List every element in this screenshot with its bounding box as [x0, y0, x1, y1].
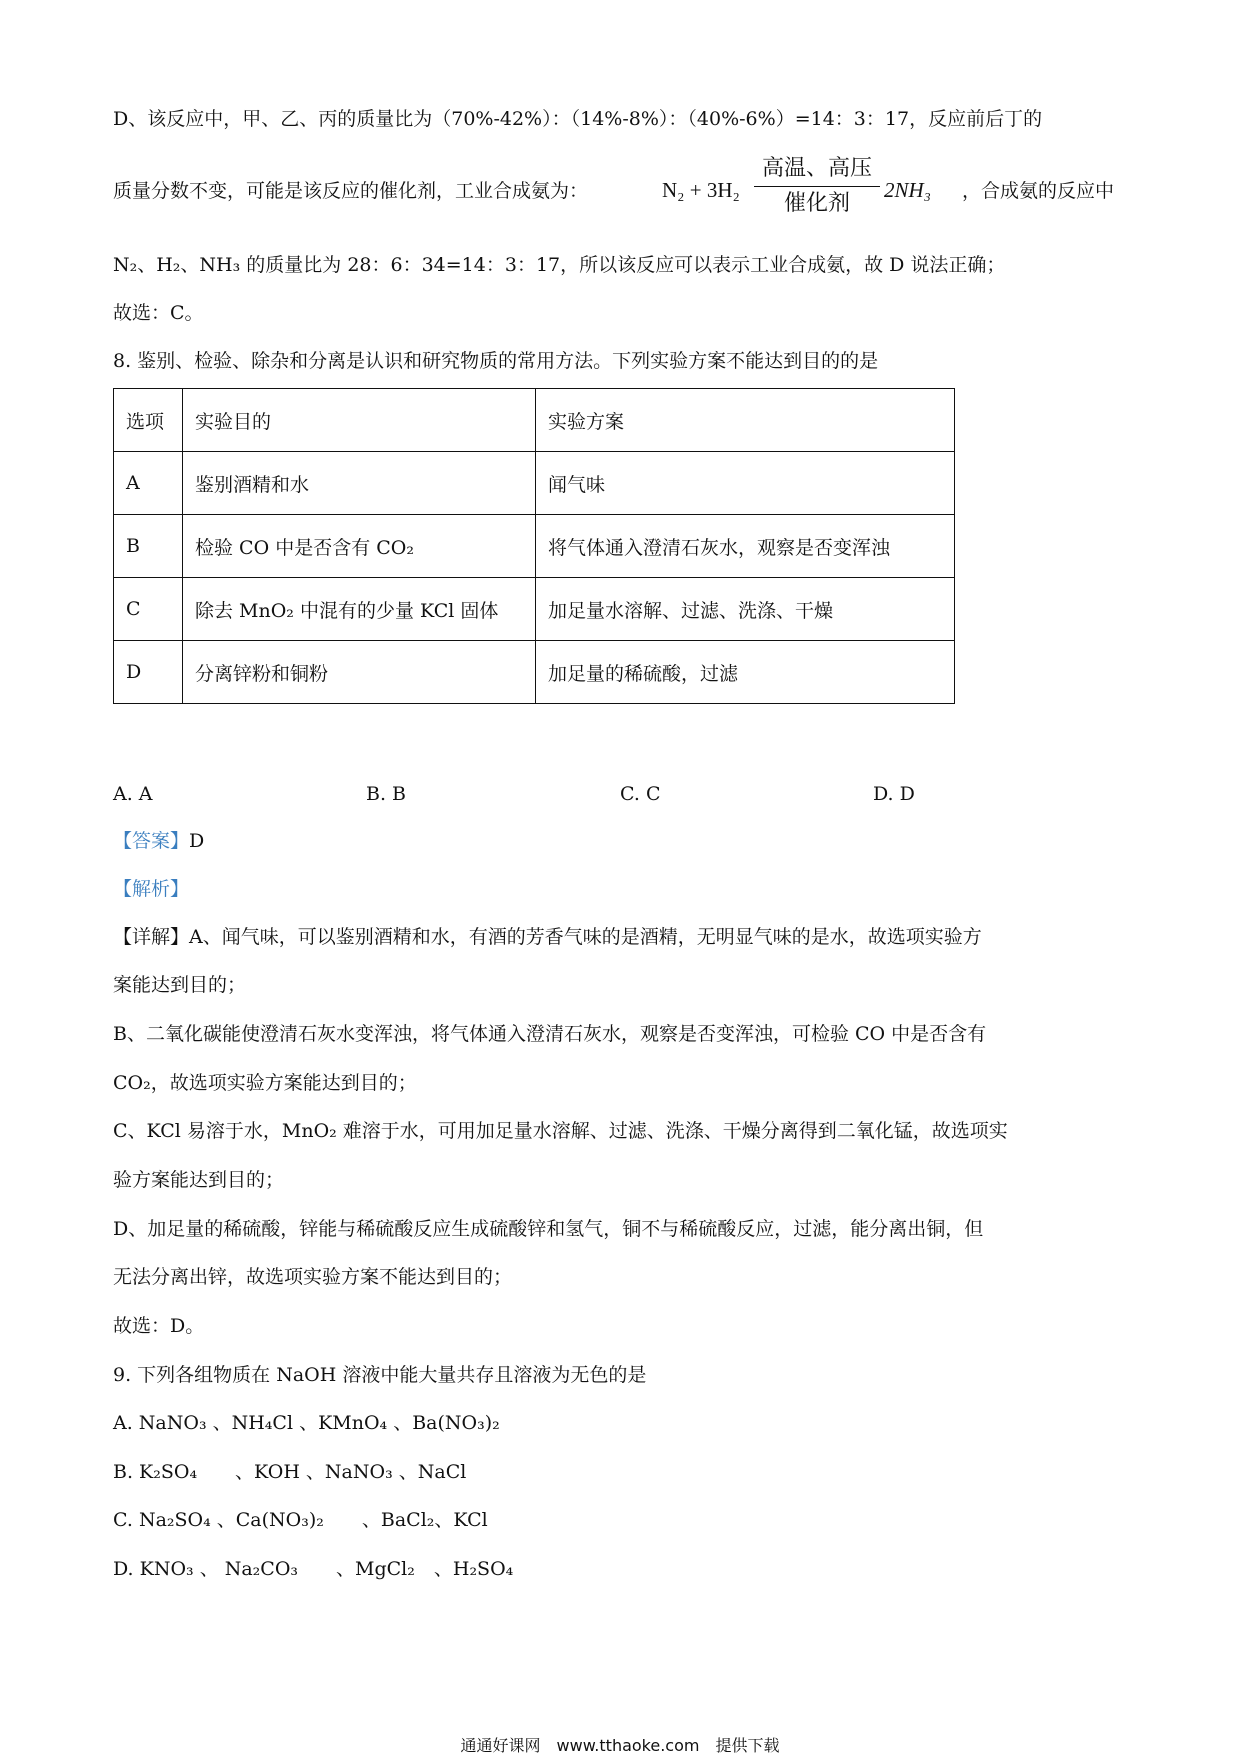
- detail-line: 验方案能达到目的；: [113, 1169, 285, 1191]
- q9-stem: 9. 下列各组物质在 NaOH 溶液中能大量共存且溶液为无色的是: [113, 1364, 647, 1386]
- table-row: [114, 641, 955, 704]
- q9-option-a: A. NaNO₃ 、NH₄Cl 、KMnO₄ 、Ba(NO₃)₂: [113, 1412, 500, 1434]
- table-cell-purpose: 检验 CO 中是否含有 CO₂: [183, 515, 536, 578]
- answer-value: D: [189, 830, 205, 852]
- table-header-cell: 实验方案: [536, 389, 955, 452]
- q8-option-d: D. D: [873, 783, 915, 805]
- q8-table: [113, 388, 955, 704]
- detail-line: CO₂，故选项实验方案能达到目的；: [113, 1072, 417, 1094]
- detail-line: 无法分离出锌，故选项实验方案不能达到目的；: [113, 1266, 513, 1288]
- q8-option-b: B. B: [366, 783, 407, 805]
- equation-condition-bottom: 催化剂: [783, 191, 850, 216]
- paragraph-d-line2: [113, 182, 588, 201]
- table-row: [114, 515, 955, 578]
- table-cell-scheme: 闻气味: [536, 452, 955, 515]
- table-header-cell: 实验目的: [183, 389, 536, 452]
- detail-line: 案能达到目的；: [113, 974, 247, 996]
- q9-option-d: D. KNO₃ 、 Na₂CO₃ 、MgCl₂ 、H₂SO₄: [113, 1558, 514, 1580]
- detail-line: 故选：D。: [113, 1315, 205, 1337]
- detail-line: C、KCl 易溶于水，MnO₂ 难溶于水，可用加足量水溶解、过滤、洗涤、干燥分离得到二氧化锰，故选项实: [113, 1120, 1008, 1142]
- table-cell-purpose: 分离锌粉和铜粉: [183, 641, 536, 704]
- table-header-cell: 选项: [114, 389, 183, 452]
- paragraph-d-line3: N₂、H₂、NH₃ 的质量比为 28：6：34=14：3：17，所以该反应可以表示工业合成氨，故 D 说法正确；: [113, 254, 1006, 276]
- table-header-row: [114, 389, 955, 452]
- q8-option-c: C. C: [620, 783, 661, 805]
- table-cell-option: D: [114, 641, 183, 704]
- equation-condition: [754, 158, 880, 215]
- table-cell-purpose: 鉴别酒精和水: [183, 452, 536, 515]
- paragraph-d-line1: D、该反应中，甲、乙、丙的质量比为（70%-42%）：（14%-8%）：（40%-6%）=14：3：17，反应前后丁的: [113, 108, 1043, 130]
- table-cell-scheme: 加足量水溶解、过滤、洗涤、干燥: [536, 578, 955, 641]
- footer-watermark: 通通好课网 www.tthaoke.com 提供下载: [460, 1736, 780, 1755]
- table-row: [114, 578, 955, 641]
- table-row: [114, 452, 955, 515]
- answer-tag: 【答案】: [113, 830, 190, 852]
- q8-option-a: A. A: [113, 783, 153, 805]
- detail-line: D、加足量的稀硫酸，锌能与稀硫酸反应生成硫酸锌和氢气，铜不与稀硫酸反应，过滤，能分离出铜，但: [113, 1218, 984, 1240]
- q8-stem: 8. 鉴别、检验、除杂和分离是认识和研究物质的常用方法。下列实验方案不能达到目的的是: [113, 350, 879, 372]
- detail-line: B、二氧化碳能使澄清石灰水变浑浊，将气体通入澄清石灰水，观察是否变浑浊，可检验 CO 中是否含有: [113, 1023, 987, 1045]
- detail-line: 【详解】A、闻气味，可以鉴别酒精和水，有酒的芳香气味的是酒精，无明显气味的是水，故选项实验方: [113, 926, 982, 948]
- table-cell-option: A: [114, 452, 183, 515]
- table-cell-purpose: 除去 MnO₂ 中混有的少量 KCl 固体: [183, 578, 536, 641]
- q9-option-c: C. Na₂SO₄ 、Ca(NO₃)₂ 、BaCl₂、KCl: [113, 1509, 488, 1531]
- table-cell-option: C: [114, 578, 183, 641]
- table-cell-option: B: [114, 515, 183, 578]
- analysis-tag: 【解析】: [113, 878, 190, 900]
- paragraph-d-line2-pre: 质量分数不变，可能是该反应的催化剂，工业合成氨为：: [113, 180, 589, 202]
- equation-right: 2NH₃: [884, 178, 931, 202]
- q9-option-b: B. K₂SO₄ 、KOH 、NaNO₃ 、NaCl: [113, 1461, 467, 1483]
- q8-answer: [113, 832, 204, 851]
- table-cell-scheme: 加足量的稀硫酸，过滤: [536, 641, 955, 704]
- table-cell-scheme: 将气体通入澄清石灰水，观察是否变浑浊: [536, 515, 955, 578]
- equation-left: N₂ + 3H₂: [662, 178, 740, 202]
- equation-condition-top: 高温、高压: [754, 158, 880, 187]
- paragraph-d-line2-post: ，合成氨的反应中: [962, 180, 1115, 202]
- paragraph-d-line4: 故选：C。: [113, 302, 204, 324]
